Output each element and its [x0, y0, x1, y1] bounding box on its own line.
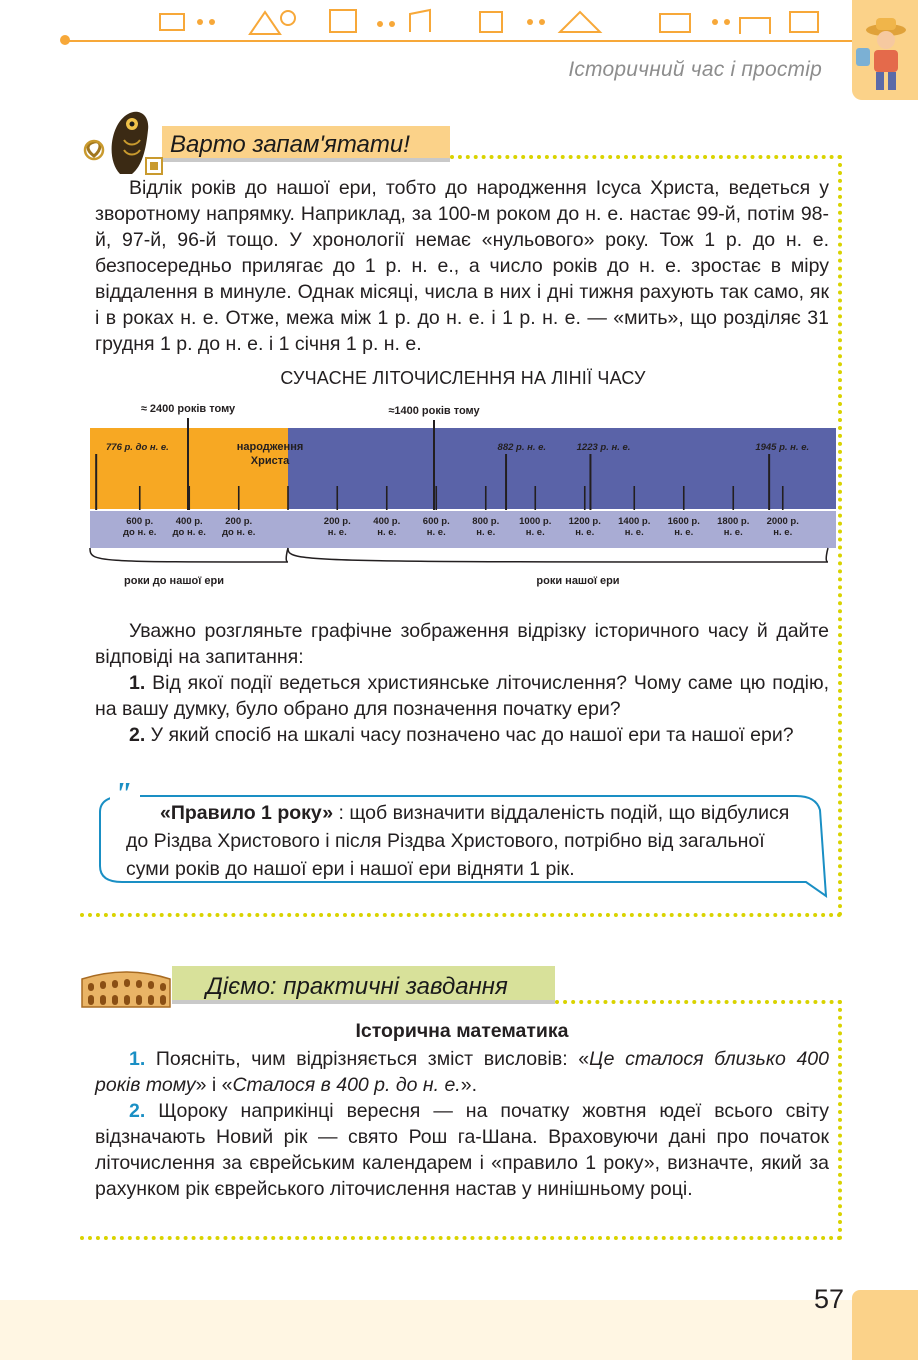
tick-label-11-line1: 1800 р. — [717, 516, 750, 527]
tick-label-3-line2: н. е. — [327, 527, 347, 538]
tick-label-5-line2: н. е. — [426, 527, 446, 538]
tick-label-9-line1: 1400 р. — [618, 516, 651, 527]
question-1-text: Від якої події ведеться християнське літочислення? Чому саме цю подію, на вашу думку, було обрано для позначення початку ери? — [95, 672, 829, 720]
tasks-box-top-border — [555, 1000, 842, 1004]
tick-label-8-line1: 1200 р. — [568, 516, 601, 527]
tick-label-10-line1: 1600 р. — [667, 516, 700, 527]
explorer-icon — [852, 0, 918, 100]
remember-box-top-border — [450, 155, 842, 159]
section-title: Історичний час і простір — [568, 58, 822, 81]
rule-body: : щоб визначити віддаленість подій, що відбулися до Різдва Христового і після Різдва Христового, потрібно від загальної суми років до нашої ери і нашої ери відняти 1 рік. — [126, 802, 790, 880]
tick-label-0-line1: 600 р. — [126, 516, 154, 527]
tasks-banner: Діємо: практичні завдання — [172, 966, 555, 1004]
header-decoration-icons — [140, 4, 840, 38]
owl-icon — [80, 100, 170, 180]
timeline-ad-bar — [288, 428, 836, 510]
question-2 — [95, 722, 829, 748]
timeline-chart — [88, 398, 838, 598]
question-2-text: У який спосіб на шкалі часу позначено час до нашої ери та нашої ери? — [145, 724, 794, 746]
marker-right-label: ≈1400 років тому — [388, 405, 480, 417]
event-label-1: 882 р. н. е. — [497, 442, 547, 453]
event-label-0: 776 р. до н. е. — [106, 442, 169, 453]
bc-label: роки до нашої ери — [124, 575, 224, 587]
marker-left-label: ≈ 2400 років тому — [140, 403, 236, 415]
tick-label-11-line2: н. е. — [723, 527, 743, 538]
tick-label-1-line2: до н. е. — [172, 527, 206, 538]
task-1-text-b: » і « — [195, 1074, 233, 1096]
header-corner-tab — [852, 0, 918, 100]
task-2-number: 2. — [129, 1100, 146, 1122]
tick-label-3-line1: 200 р. — [323, 516, 351, 527]
tick-label-6-line2: н. е. — [476, 527, 496, 538]
tick-label-1-line1: 400 р. — [175, 516, 203, 527]
tick-label-2-line1: 200 р. — [225, 516, 253, 527]
rule-text — [126, 799, 806, 883]
timeline-title: СУЧАСНЕ ЛІТОЧИСЛЕННЯ НА ЛІНІЇ ЧАСУ — [280, 368, 646, 388]
tasks-subheading: Історична математика — [355, 1020, 569, 1042]
ad-label: роки нашої ери — [536, 575, 620, 587]
task-1-quote-1: Це сталося близько 400 років тому — [95, 1048, 829, 1096]
tick-label-10-line2: н. е. — [674, 527, 694, 538]
tick-label-6-line1: 800 р. — [472, 516, 500, 527]
question-1 — [95, 670, 829, 722]
tick-label-9-line2: н. е. — [624, 527, 644, 538]
remember-banner: Варто запам'ятати! — [162, 126, 450, 162]
remember-paragraph: Відлік років до нашої ери, тобто до народження Ісуса Христа, ведеться у зворотному напрямку. Наприклад, за 100-м роком до н. е. настає 99-й, потім 98-й, 97-й, 96-й тощо. У хронології немає «нульового» року. Тож 1 р. до н. е. безпосередньо прилягає до 1 р. н. е., а число років до н. е. зростає в міру віддалення в минуле. Однак місяці, числа в них і дні тижня рахують так само, як і в роках н. е. Отже, межа між 1 р. до н. е. і 1 р. н. е. — «мить», що розділяє 31 грудня 1 р. до н. е. і 1 січня 1 р. н. е. — [95, 177, 829, 355]
colosseum-icon — [80, 965, 172, 1009]
birth-label-line1: народження — [236, 441, 304, 453]
task-1 — [95, 1046, 829, 1098]
task-2 — [95, 1098, 829, 1202]
task-1-number: 1. — [129, 1048, 146, 1070]
question-2-number: 2. — [129, 724, 146, 746]
tick-label-7-line2: н. е. — [525, 527, 545, 538]
tick-label-2-line2: до н. е. — [222, 527, 256, 538]
question-1-number: 1. — [129, 672, 146, 694]
ad-brace — [288, 548, 828, 562]
rule-title: «Правило 1 року» — [160, 802, 334, 824]
task-1-text-c: ». — [460, 1074, 477, 1096]
tick-label-12-line2: н. е. — [773, 527, 793, 538]
tick-label-8-line2: н. е. — [575, 527, 595, 538]
tick-label-5-line1: 600 р. — [422, 516, 450, 527]
page-tab — [852, 1290, 918, 1360]
quote-mark-icon: " — [114, 780, 132, 811]
header-line — [62, 40, 852, 42]
birth-label-line2: Христа — [250, 455, 290, 467]
page-number: 57 — [813, 1284, 844, 1314]
task-2-text: Щороку наприкінці вересня — на початку жовтня юдеї всього світу відзначають Новий рік — свято Рош га-Шана. Враховуючи дані про початок літочислення за єврейським календарем і «правило 1 року», визначте, який за рахунком рік єврейського літочислення настав у нинішньому році. — [95, 1100, 829, 1200]
event-label-2: 1223 р. н. е. — [576, 442, 631, 453]
tick-label-0-line2: до н. е. — [123, 527, 157, 538]
task-1-quote-2: Сталося в 400 р. до н. е. — [232, 1074, 461, 1096]
bc-brace — [90, 548, 288, 562]
tick-label-4-line2: н. е. — [377, 527, 397, 538]
questions-intro: Уважно розгляньте графічне зображення відрізку історичного часу й дайте відповіді на запитання: — [95, 620, 829, 668]
tick-label-4-line1: 400 р. — [373, 516, 401, 527]
tick-label-7-line1: 1000 р. — [519, 516, 552, 527]
tick-label-12-line1: 2000 р. — [766, 516, 799, 527]
event-label-3: 1945 р. н. е. — [755, 442, 810, 453]
task-1-text-a: Поясніть, чим відрізняється зміст висловів: « — [145, 1048, 590, 1070]
